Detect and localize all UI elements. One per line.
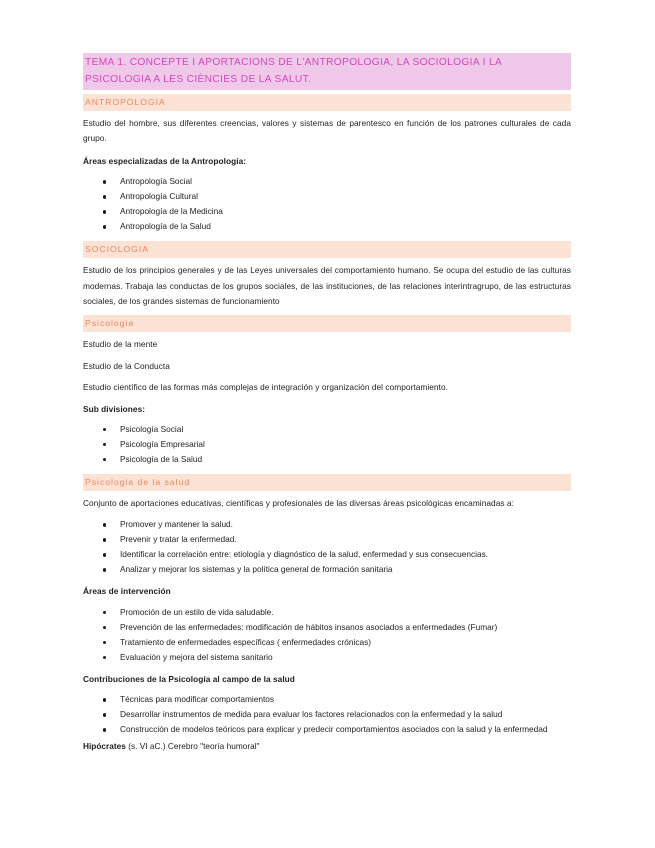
list-item-text: Psicología de la Salud (120, 454, 203, 465)
psicologia-salud-description: Conjunto de aportaciones educativas, científicas y profesionales de las diversas áreas psicológicas encaminadas a: (83, 498, 514, 509)
list-item (120, 635, 571, 650)
bullet-icon (103, 553, 106, 556)
psicologia-line-cientifico: Estudio científico de las formas más complejas de integración y organización del comportamiento. (83, 382, 448, 393)
list-item-text: Promover y mantener la salud. (120, 519, 233, 530)
psicologia-salud-list (83, 517, 571, 577)
bullet-icon (103, 195, 106, 198)
list-item (120, 605, 571, 620)
list-item (120, 650, 571, 665)
hipocrates-line (83, 739, 571, 753)
section-heading-sociologia: SOCIOLOGIA (83, 241, 571, 258)
list-item-text: Construcción de modelos teóricos para explicar y predecir comportamientos asociados con la salud y la enfermedad (120, 724, 548, 735)
bullet-icon (103, 641, 106, 644)
bullet-icon (103, 713, 106, 716)
list-item-text: Psicología Empresarial (120, 439, 205, 450)
bullet-icon (103, 180, 106, 183)
list-item-text: Analizar y mejorar los sistemas y la política general de formación sanitaria (120, 564, 393, 575)
list-item (120, 562, 571, 577)
bullet-icon (103, 458, 106, 461)
areas-intervencion-heading: Áreas de intervención (83, 586, 171, 597)
bullet-icon (103, 626, 106, 629)
contribuciones-heading: Contribuciones de la Psicología al campo de la salud (83, 673, 295, 684)
list-item (120, 437, 571, 452)
document-title: TEMA 1. CONCEPTE I APORTACIONS DE L'ANTROPOLOGIA, LA SOCIOLOGIA I LA PSICOLOGIA A LES CIÈNCIES DE LA SALUT. (83, 53, 571, 90)
list-item (120, 707, 571, 722)
list-item-text: Promoción de un estilo de vida saludable. (120, 606, 274, 617)
bullet-icon (103, 568, 106, 571)
document-content (83, 53, 571, 753)
bullet-icon (103, 656, 106, 659)
list-item (120, 547, 571, 562)
list-item-text: Tratamiento de enfermedades específicas ( enfermedades crónicas) (120, 636, 372, 647)
psicologia-list (83, 422, 571, 467)
section-heading-antropologia: ANTROPOLOGIA (83, 94, 571, 111)
list-item-text: Desarrollar instrumentos de medida para evaluar los factores relacionados con la enfermedad y la salud (120, 709, 503, 720)
list-item (120, 532, 571, 547)
list-item-text: Antropología de la Salud (120, 221, 211, 232)
list-item-text: Antropología Cultural (120, 191, 198, 202)
contribuciones-list (83, 692, 571, 737)
list-item (120, 422, 571, 437)
list-item-text: Antropología Social (120, 176, 192, 187)
list-item (120, 204, 571, 219)
list-item (120, 189, 571, 204)
bullet-icon (103, 523, 106, 526)
list-item-text: Identificar la correlación entre: etiología y diagnóstico de la salud, enfermedad y sus consecuencias. (120, 549, 489, 560)
hipocrates-detail: (s. VI aC.) Cerebro "teoría humoral" (125, 741, 260, 752)
list-item-text: Prevención de las enfermedades: modificación de hábitos insanos asociados a enfermedades (Fumar) (120, 621, 498, 632)
bullet-icon (103, 611, 106, 614)
psicologia-line-conducta: Estudio de la Conducta (83, 360, 170, 371)
section-heading-psicologia-salud: Psicologia de la salud (83, 474, 571, 491)
list-item (120, 174, 571, 189)
list-item (120, 219, 571, 234)
sociologia-description: Estudio de los principios generales y de las Leyes universales del comportamiento humano. Se ocupa del estudio de las culturas modernas. Trabaja las conductas de los grupos sociales, de las instituciones, de las relaciones interintragrupo, de las estructuras sociales, de los grandes sistemas de funcionamiento (83, 265, 571, 307)
list-item-text: Antropología de la Medicina (120, 206, 223, 217)
psicologia-subheading: Sub divisiones: (83, 403, 146, 414)
bullet-icon (103, 698, 106, 701)
section-heading-psicologia: Psicologia (83, 315, 571, 332)
hipocrates-label: Hipócrates (83, 741, 126, 752)
bullet-icon (103, 443, 106, 446)
list-item (120, 517, 571, 532)
antropologia-list (83, 174, 571, 234)
bullet-icon (103, 538, 106, 541)
bullet-icon (103, 728, 106, 731)
psicologia-line-mente: Estudio de la mente (83, 339, 158, 350)
list-item (120, 620, 571, 635)
list-item (120, 692, 571, 707)
antropologia-subheading: Áreas especializadas de la Antropología: (83, 155, 247, 166)
list-item-text: Evaluación y mejora del sistema sanitario (120, 651, 273, 662)
list-item (120, 722, 571, 737)
list-item-text: Prevenir y tratar la enfermedad. (120, 534, 237, 545)
bullet-icon (103, 210, 106, 213)
antropologia-description: Estudio del hombre, sus diferentes creencias, valores y sistemas de parentesco en función de los patrones culturales de cada grupo. (83, 118, 571, 144)
list-item-text: Técnicas para modificar comportamientos (120, 694, 275, 705)
list-item-text: Psicología Social (120, 424, 184, 435)
areas-intervencion-list (83, 605, 571, 665)
bullet-icon (103, 428, 106, 431)
bullet-icon (103, 225, 106, 228)
list-item (120, 452, 571, 467)
